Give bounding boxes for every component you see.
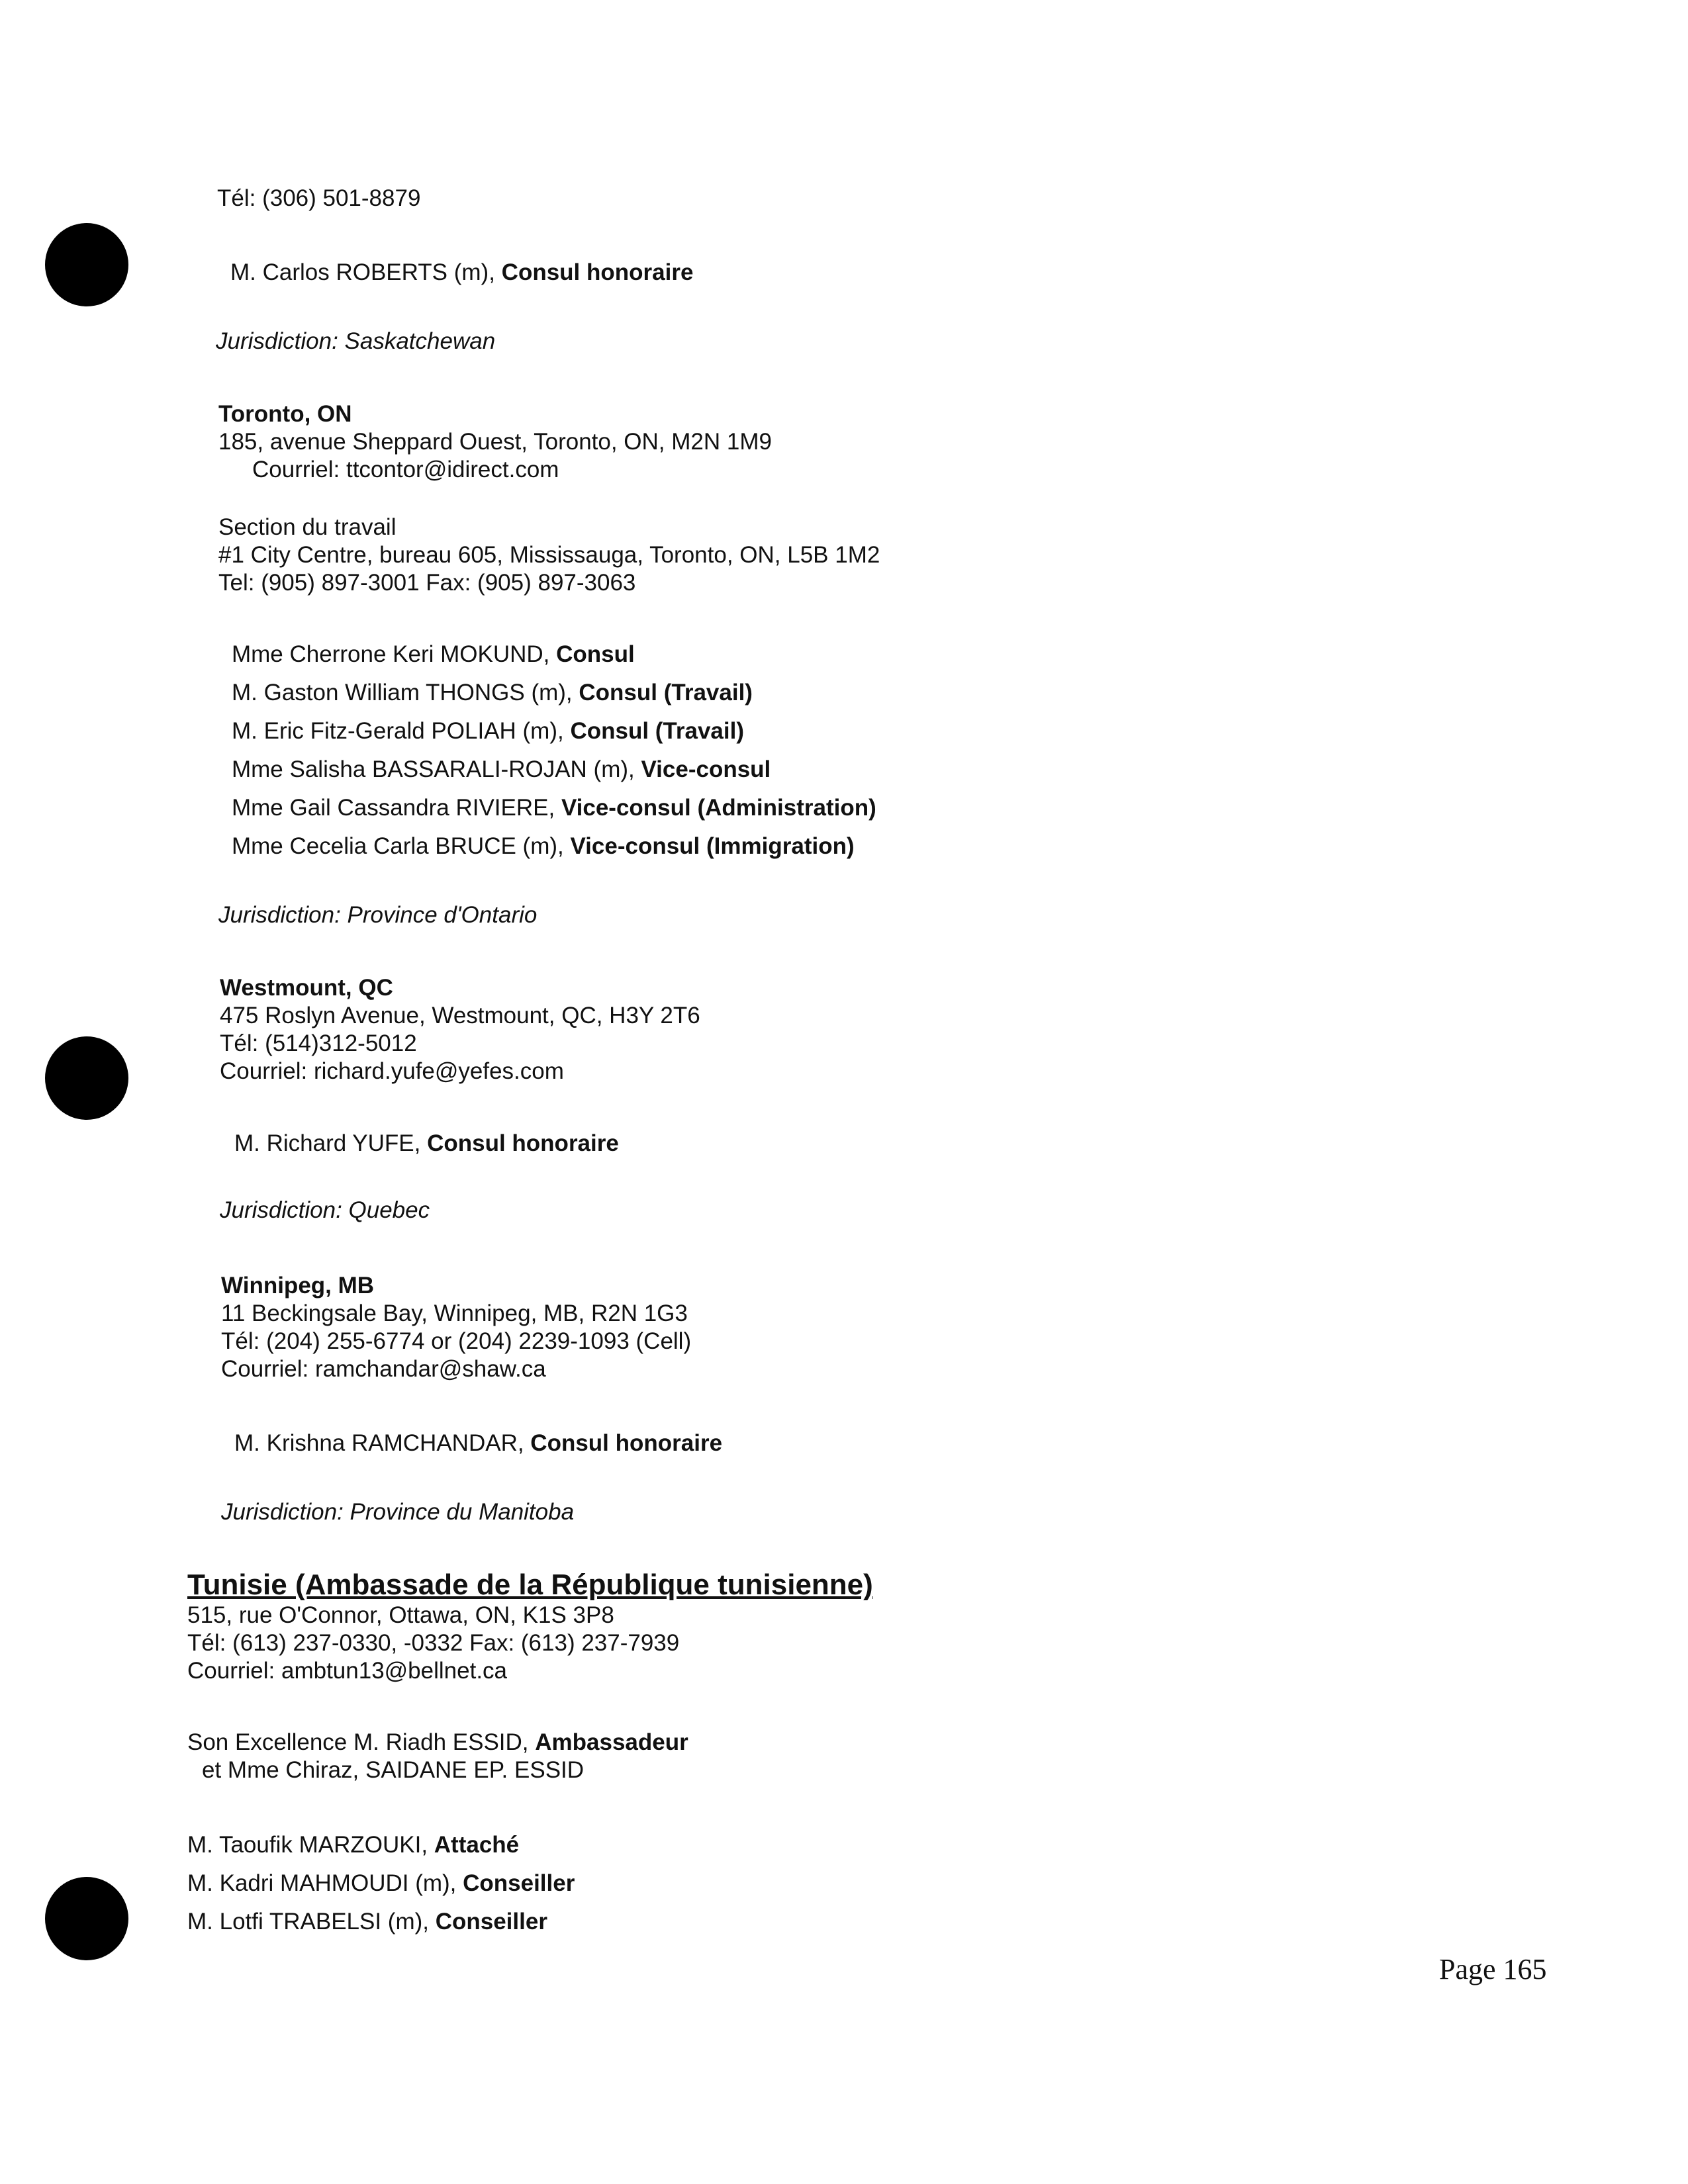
westmount-email: Courriel: richard.yufe@yefes.com	[220, 1058, 564, 1084]
sask-consul-line	[230, 259, 693, 287]
winnipeg-city: Winnipeg, MB	[221, 1273, 375, 1298]
tunisie-tel: Tél: (613) 237-0330, -0332 Fax: (613) 237-7939	[187, 1630, 680, 1656]
toronto-staff-row	[232, 794, 876, 822]
sask-jurisdiction: Jurisdiction: Saskatchewan	[216, 328, 496, 354]
westmount-city: Westmount, QC	[220, 975, 393, 1001]
staff-name: Mme Cecelia Carla BRUCE (m),	[232, 833, 571, 859]
winnipeg-tel: Tél: (204) 255-6774 or (204) 2239-1093 (Cell)	[221, 1328, 692, 1354]
westmount-consul-line	[234, 1130, 619, 1158]
tunisie-email: Courriel: ambtun13@bellnet.ca	[187, 1658, 508, 1684]
staff-title: Consul (Travail)	[570, 718, 744, 744]
tunisie-spouse: et Mme Chiraz, SAIDANE EP. ESSID	[202, 1757, 585, 1783]
tunisie-staff-row	[187, 1908, 547, 1936]
toronto-section: Section du travail	[218, 514, 397, 540]
staff-name: M. Eric Fitz-Gerald POLIAH (m),	[232, 718, 571, 744]
staff-title: Vice-consul (Immigration)	[570, 833, 855, 859]
toronto-staff-row	[232, 641, 635, 668]
staff-name: Mme Salisha BASSARALI-ROJAN (m),	[232, 756, 641, 782]
tunisie-address: 515, rue O'Connor, Ottawa, ON, K1S 3P8	[187, 1602, 614, 1628]
winnipeg-jurisdiction: Jurisdiction: Province du Manitoba	[221, 1499, 575, 1525]
toronto-staff-row	[232, 717, 744, 745]
toronto-address: 185, avenue Sheppard Ouest, Toronto, ON, M2N 1M9	[218, 429, 772, 455]
staff-name: Mme Cherrone Keri MOKUND,	[232, 641, 557, 667]
winnipeg-address: 11 Beckingsale Bay, Winnipeg, MB, R2N 1G3	[221, 1300, 688, 1326]
toronto-staff-row	[232, 679, 753, 707]
toronto-jurisdiction: Jurisdiction: Province d'Ontario	[218, 902, 538, 928]
staff-name: M. Kadri MAHMOUDI (m),	[187, 1870, 463, 1896]
binder-hole-top	[45, 223, 128, 306]
toronto-section-address: #1 City Centre, bureau 605, Mississauga, Toronto, ON, L5B 1M2	[218, 542, 880, 568]
staff-name: M. Gaston William THONGS (m),	[232, 680, 579, 705]
toronto-staff-row	[232, 756, 771, 784]
person-name: M. Carlos ROBERTS (m),	[230, 259, 502, 285]
binder-hole-middle	[45, 1036, 128, 1120]
staff-title: Consul	[556, 641, 635, 667]
winnipeg-email: Courriel: ramchandar@shaw.ca	[221, 1356, 546, 1382]
person-name: M. Richard YUFE,	[234, 1130, 428, 1156]
tunisie-staff-row	[187, 1831, 519, 1859]
sask-tel: Tél: (306) 501-8879	[217, 185, 421, 211]
westmount-jurisdiction: Jurisdiction: Quebec	[220, 1197, 430, 1223]
staff-title: Attaché	[434, 1832, 520, 1858]
winnipeg-consul-line	[234, 1430, 722, 1457]
staff-name: M. Lotfi TRABELSI (m),	[187, 1909, 436, 1934]
toronto-email: Courriel: ttcontor@idirect.com	[252, 457, 559, 482]
toronto-section-tel: Tel: (905) 897-3001 Fax: (905) 897-3063	[218, 570, 636, 596]
westmount-tel: Tél: (514)312-5012	[220, 1030, 417, 1056]
person-title: Consul honoraire	[427, 1130, 619, 1156]
tunisie-heading: Tunisie (Ambassade de la République tunisienne)	[187, 1569, 873, 1601]
staff-title: Vice-consul	[641, 756, 771, 782]
toronto-staff-row	[232, 833, 855, 860]
toronto-city: Toronto, ON	[218, 401, 352, 427]
person-title: Consul honoraire	[530, 1430, 723, 1456]
staff-name: M. Taoufik MARZOUKI,	[187, 1832, 434, 1858]
staff-title: Vice-consul (Administration)	[561, 795, 876, 821]
staff-title: Consul (Travail)	[579, 680, 753, 705]
tunisie-staff-row	[187, 1870, 575, 1897]
person-name: M. Krishna RAMCHANDAR,	[234, 1430, 531, 1456]
westmount-address: 475 Roslyn Avenue, Westmount, QC, H3Y 2T6	[220, 1003, 700, 1028]
page-number: Page 165	[1439, 1953, 1547, 1985]
tunisie-ambassador-line	[187, 1729, 688, 1756]
staff-name: Mme Gail Cassandra RIVIERE,	[232, 795, 561, 821]
staff-title: Conseiller	[435, 1909, 547, 1934]
person-title: Consul honoraire	[501, 259, 694, 285]
ambassador-name: Son Excellence M. Riadh ESSID,	[187, 1729, 536, 1755]
ambassador-title: Ambassadeur	[535, 1729, 688, 1755]
binder-hole-bottom	[45, 1877, 128, 1960]
staff-title: Conseiller	[463, 1870, 575, 1896]
